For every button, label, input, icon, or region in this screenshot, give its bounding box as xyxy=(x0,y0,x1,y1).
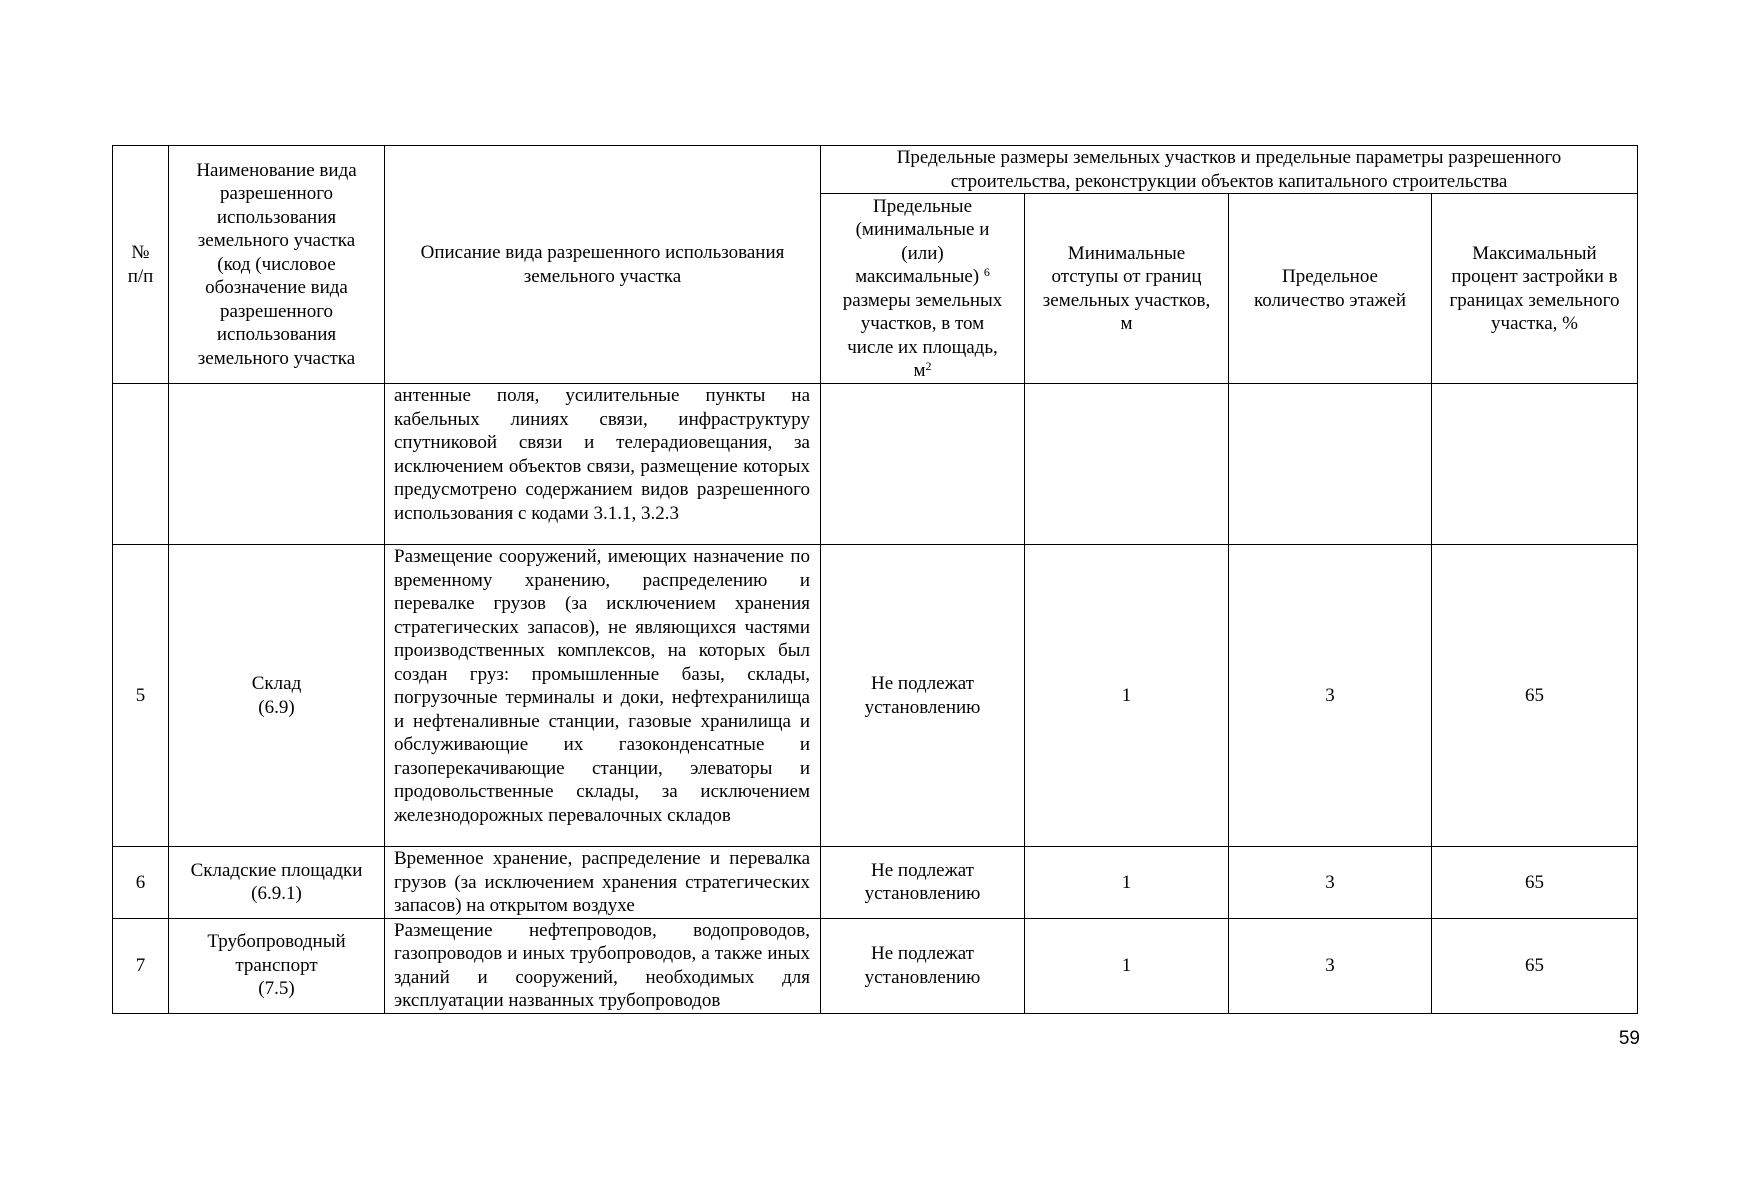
cell-floors: 3 xyxy=(1229,545,1432,847)
cell-use-name: Трубопроводный транспорт (7.5) xyxy=(169,918,385,1013)
cell-plot-size: Не подлежат установлению xyxy=(821,545,1025,847)
cell-coverage xyxy=(1432,384,1638,545)
cell-floors: 3 xyxy=(1229,847,1432,919)
cell-plot-size: Не подлежат установлению xyxy=(821,847,1025,919)
header-coverage: Максимальный процент застройки в границах земельного участка, % xyxy=(1432,194,1638,384)
cell-floors xyxy=(1229,384,1432,545)
cell-plot-size: Не подлежат установлению xyxy=(821,918,1025,1013)
cell-num xyxy=(113,384,169,545)
document-page xyxy=(112,145,1637,1014)
cell-num: 5 xyxy=(113,545,169,847)
cell-setback xyxy=(1025,384,1229,545)
cell-setback: 1 xyxy=(1025,918,1229,1013)
cell-description: Размещение нефтепроводов, водопроводов, газопроводов и иных трубопроводов, а также иных зданий и сооружений, необходимых для эксплуатации названных трубопроводов xyxy=(385,918,821,1013)
cell-coverage: 65 xyxy=(1432,918,1638,1013)
header-limits-group: Предельные размеры земельных участков и предельные параметры разрешенного строительства, реконструкции объектов капитального строительства xyxy=(821,146,1638,194)
cell-description: Размещение сооружений, имеющих назначение по временному хранению, распределению и перевалке грузов (за исключением хранения стратегических запасов), не являющихся частями производственных комплексов, на которых был создан груз: промышленные базы, склады, погрузочные терминалы и доки, нефтехранилища и нефтеналивные станции, газовые хранилища и обслуживающие их газоконденсатные и газоперекачивающие станции, элеваторы и продовольственные склады, за исключением железнодорожных перевалочных складов xyxy=(385,545,821,847)
table-row xyxy=(113,384,1638,545)
header-num: № п/п xyxy=(113,146,169,384)
cell-description: Временное хранение, распределение и перевалка грузов (за исключением хранения стратегических запасов) на открытом воздухе xyxy=(385,847,821,919)
header-plot-size xyxy=(821,194,1025,384)
cell-description: антенные поля, усилительные пункты на кабельных линиях связи, инфраструктуру спутниковой связи и телерадиовещания, за исключением объектов связи, размещение которых предусмотрено содержанием видов разрешенного использования с кодами 3.1.1, 3.2.3 xyxy=(385,384,821,545)
page-number: 59 xyxy=(1618,1028,1640,1049)
cell-num: 6 xyxy=(113,847,169,919)
land-use-table xyxy=(112,145,1638,1014)
header-plot-size-text-2: размеры земельных участков, в том числе их площадь, м xyxy=(842,289,1003,381)
header-floors: Предельное количество этажей xyxy=(1229,194,1432,384)
table-row xyxy=(113,545,1638,847)
cell-setback: 1 xyxy=(1025,847,1229,919)
header-description: Описание вида разрешенного использования земельного участка xyxy=(385,146,821,384)
cell-num: 7 xyxy=(113,918,169,1013)
cell-setback: 1 xyxy=(1025,545,1229,847)
table-row xyxy=(113,847,1638,919)
cell-use-name: Складские площадки (6.9.1) xyxy=(169,847,385,919)
cell-use-name: Склад (6.9) xyxy=(169,545,385,847)
footnote-mark: 6 xyxy=(983,265,990,279)
cell-floors: 3 xyxy=(1229,918,1432,1013)
header-plot-size-text-1: Предельные (минимальные и (или) максимальные) xyxy=(855,195,990,287)
header-setback: Минимальные отступы от границ земельных участков, м xyxy=(1025,194,1229,384)
cell-coverage: 65 xyxy=(1432,545,1638,847)
table-header-row xyxy=(113,146,1638,194)
table-row xyxy=(113,918,1638,1013)
header-use-name: Наименование вида разрешенного использования земельного участка (код (числовое обозначение вида разрешенного использования земельного участка xyxy=(169,146,385,384)
cell-plot-size xyxy=(821,384,1025,545)
unit-superscript: 2 xyxy=(925,359,932,373)
cell-use-name xyxy=(169,384,385,545)
cell-coverage: 65 xyxy=(1432,847,1638,919)
